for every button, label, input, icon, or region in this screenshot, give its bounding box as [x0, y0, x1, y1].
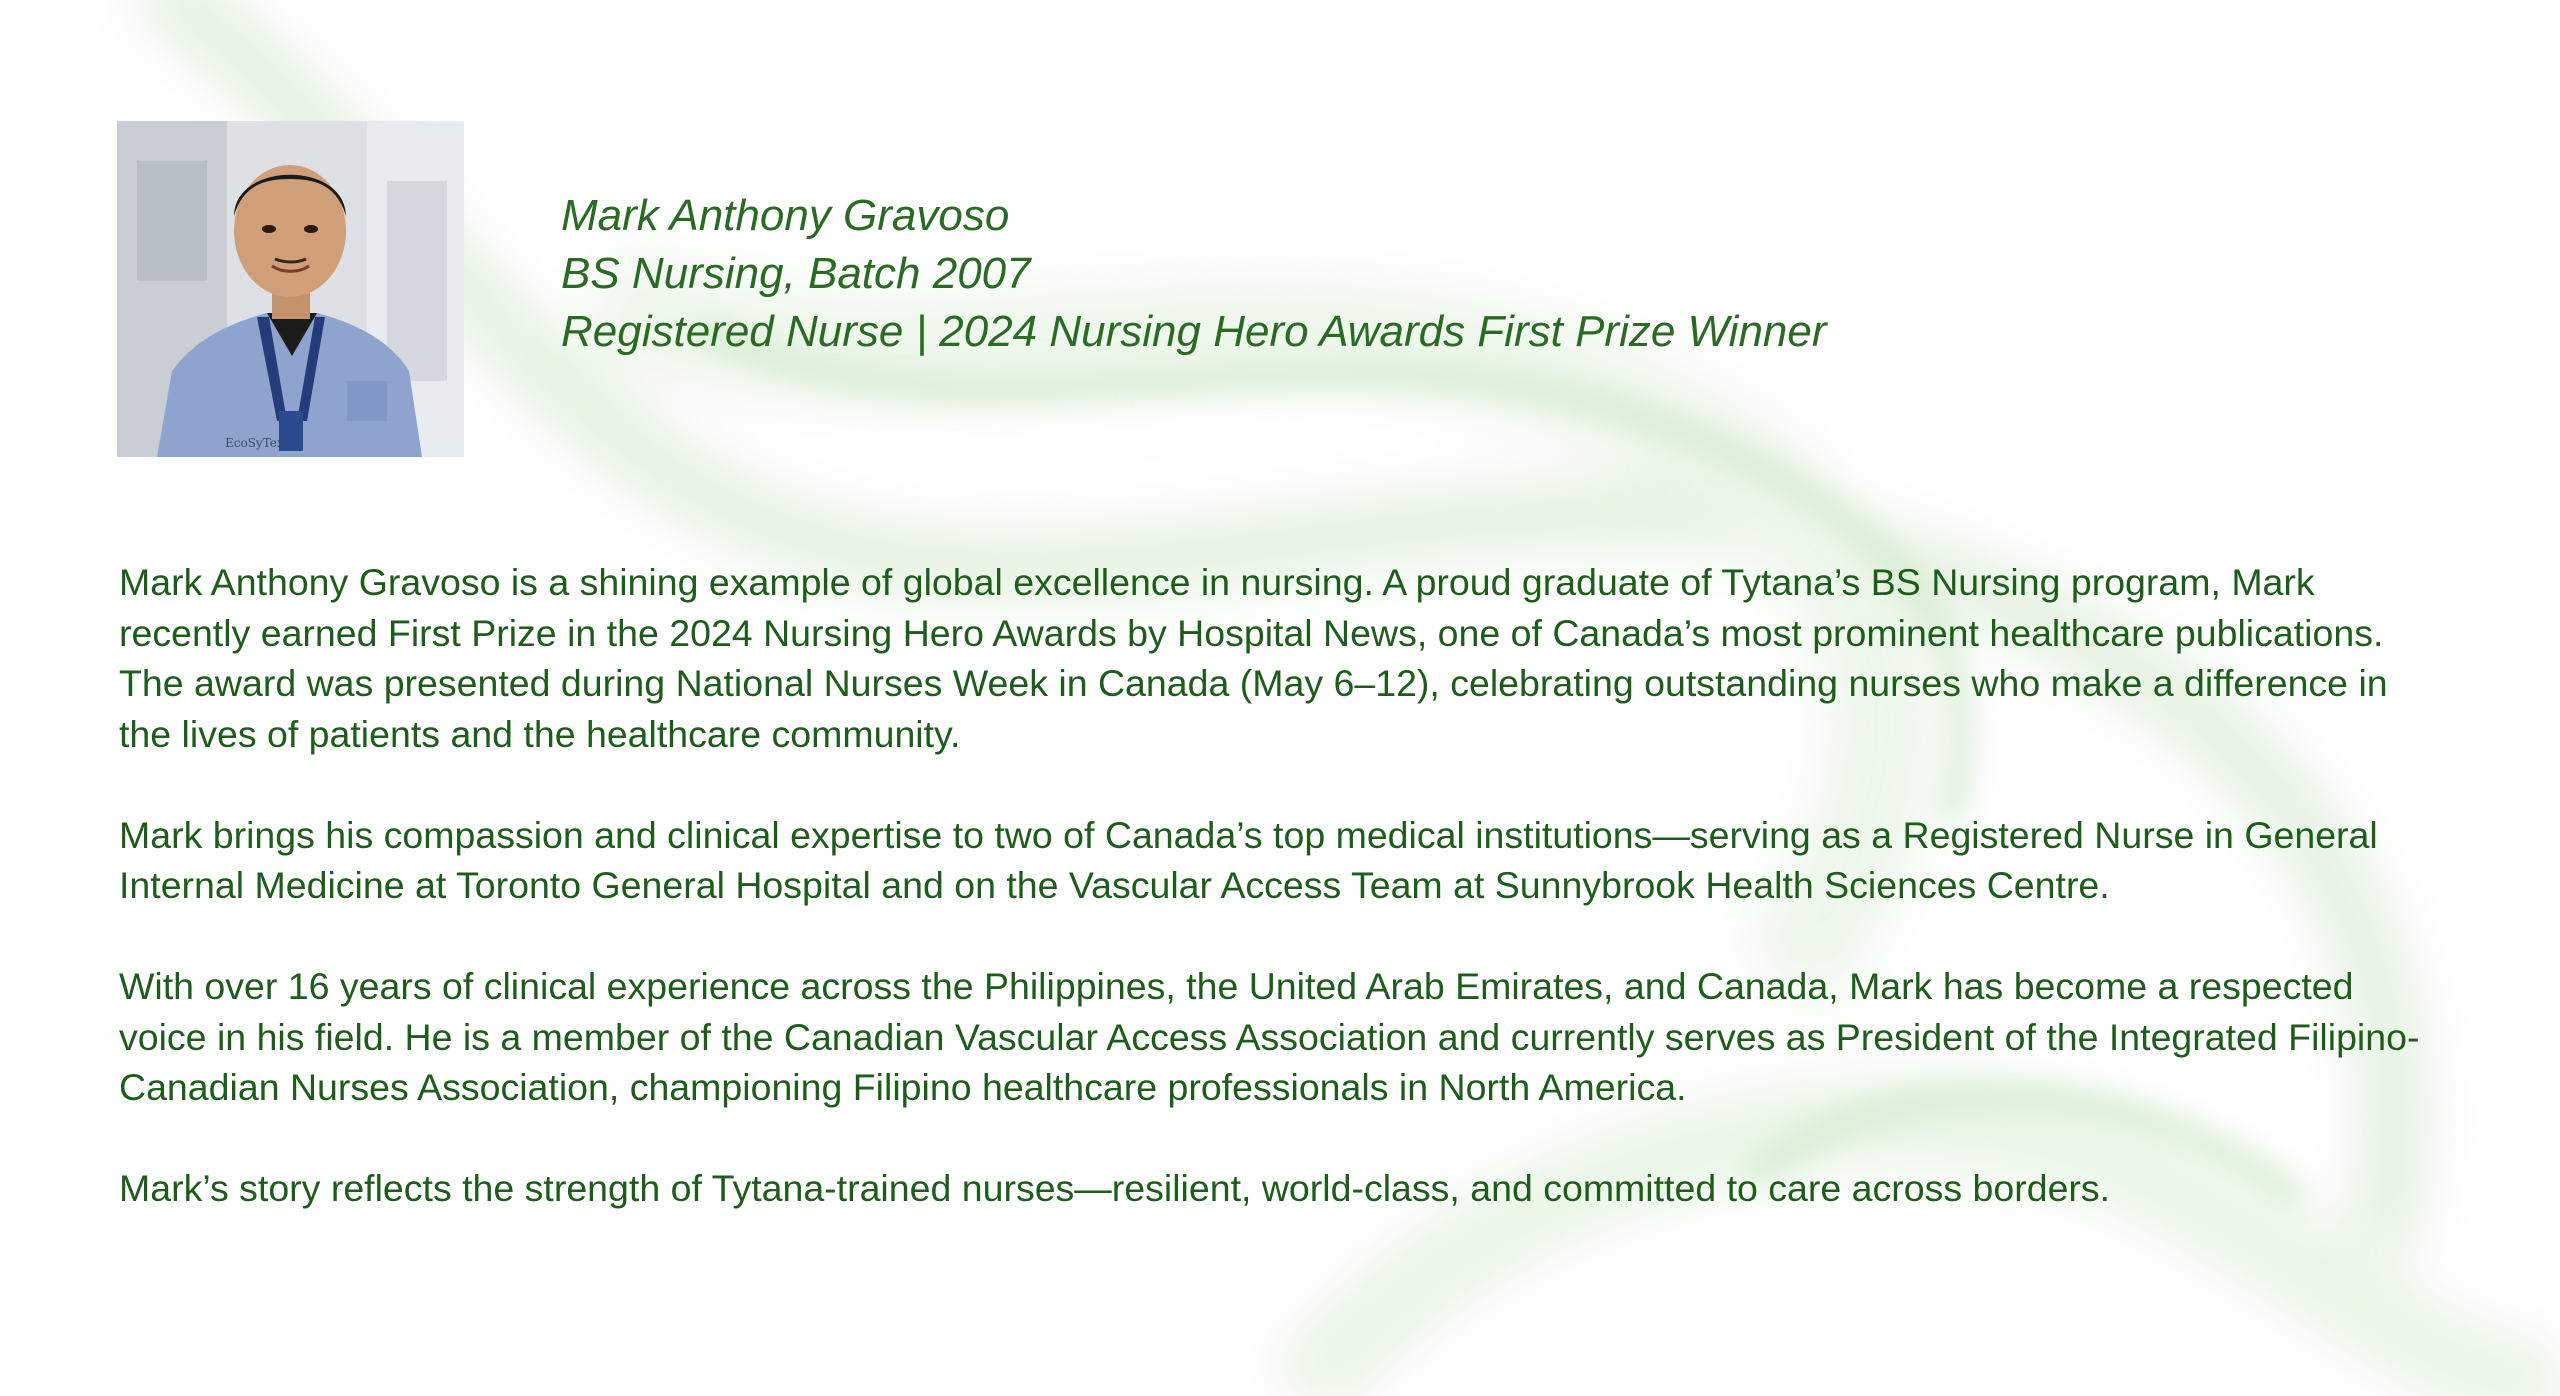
- profile-name: Mark Anthony Gravoso: [561, 191, 1010, 240]
- profile-program: BS Nursing, Batch 2007: [561, 249, 1031, 298]
- article-paragraph-1: Mark Anthony Gravoso is a shining example of global excellence in nursing. A proud graduate of Tytana’s BS Nursing program, Mark recently earned First Prize in the 2024 Nursing Hero Awards by Hospital News, one of Canada’s most prominent healthcare publications. The award was presented during National Nurses Week in Canada (May 6–12), celebrating outstanding nurses who make a difference in the lives of patients and the healthcare community.: [119, 561, 2388, 755]
- article-paragraph-2: Mark brings his compassion and clinical expertise to two of Canada’s top medical institutions—serving as a Registered Nurse in General Internal Medicine at Toronto General Hospital and on the Vascular Access Team at Sunnybrook Health Sciences Centre.: [119, 813, 2378, 906]
- profile-role: Registered Nurse | 2024 Nursing Hero Awards First Prize Winner: [561, 307, 1827, 356]
- article-paragraph-4: Mark’s story reflects the strength of Tytana-trained nurses—resilient, world-class, and committed to care across borders.: [119, 1167, 2111, 1209]
- article-body: [119, 557, 2449, 1214]
- profile-photo: [117, 121, 464, 457]
- photo-badge-text: EcoSyTex: [225, 436, 284, 450]
- article-paragraph-3: With over 16 years of clinical experience across the Philippines, the United Arab Emirates, and Canada, Mark has become a respected voice in his field. He is a member of the Canadian Vascular Access Association and currently serves as President of the Integrated Filipino-Canadian Nurses Association, championing Filipino healthcare professionals in North America.: [119, 965, 2420, 1108]
- person-portrait-icon: [117, 121, 464, 457]
- profile-caption: [561, 187, 1827, 361]
